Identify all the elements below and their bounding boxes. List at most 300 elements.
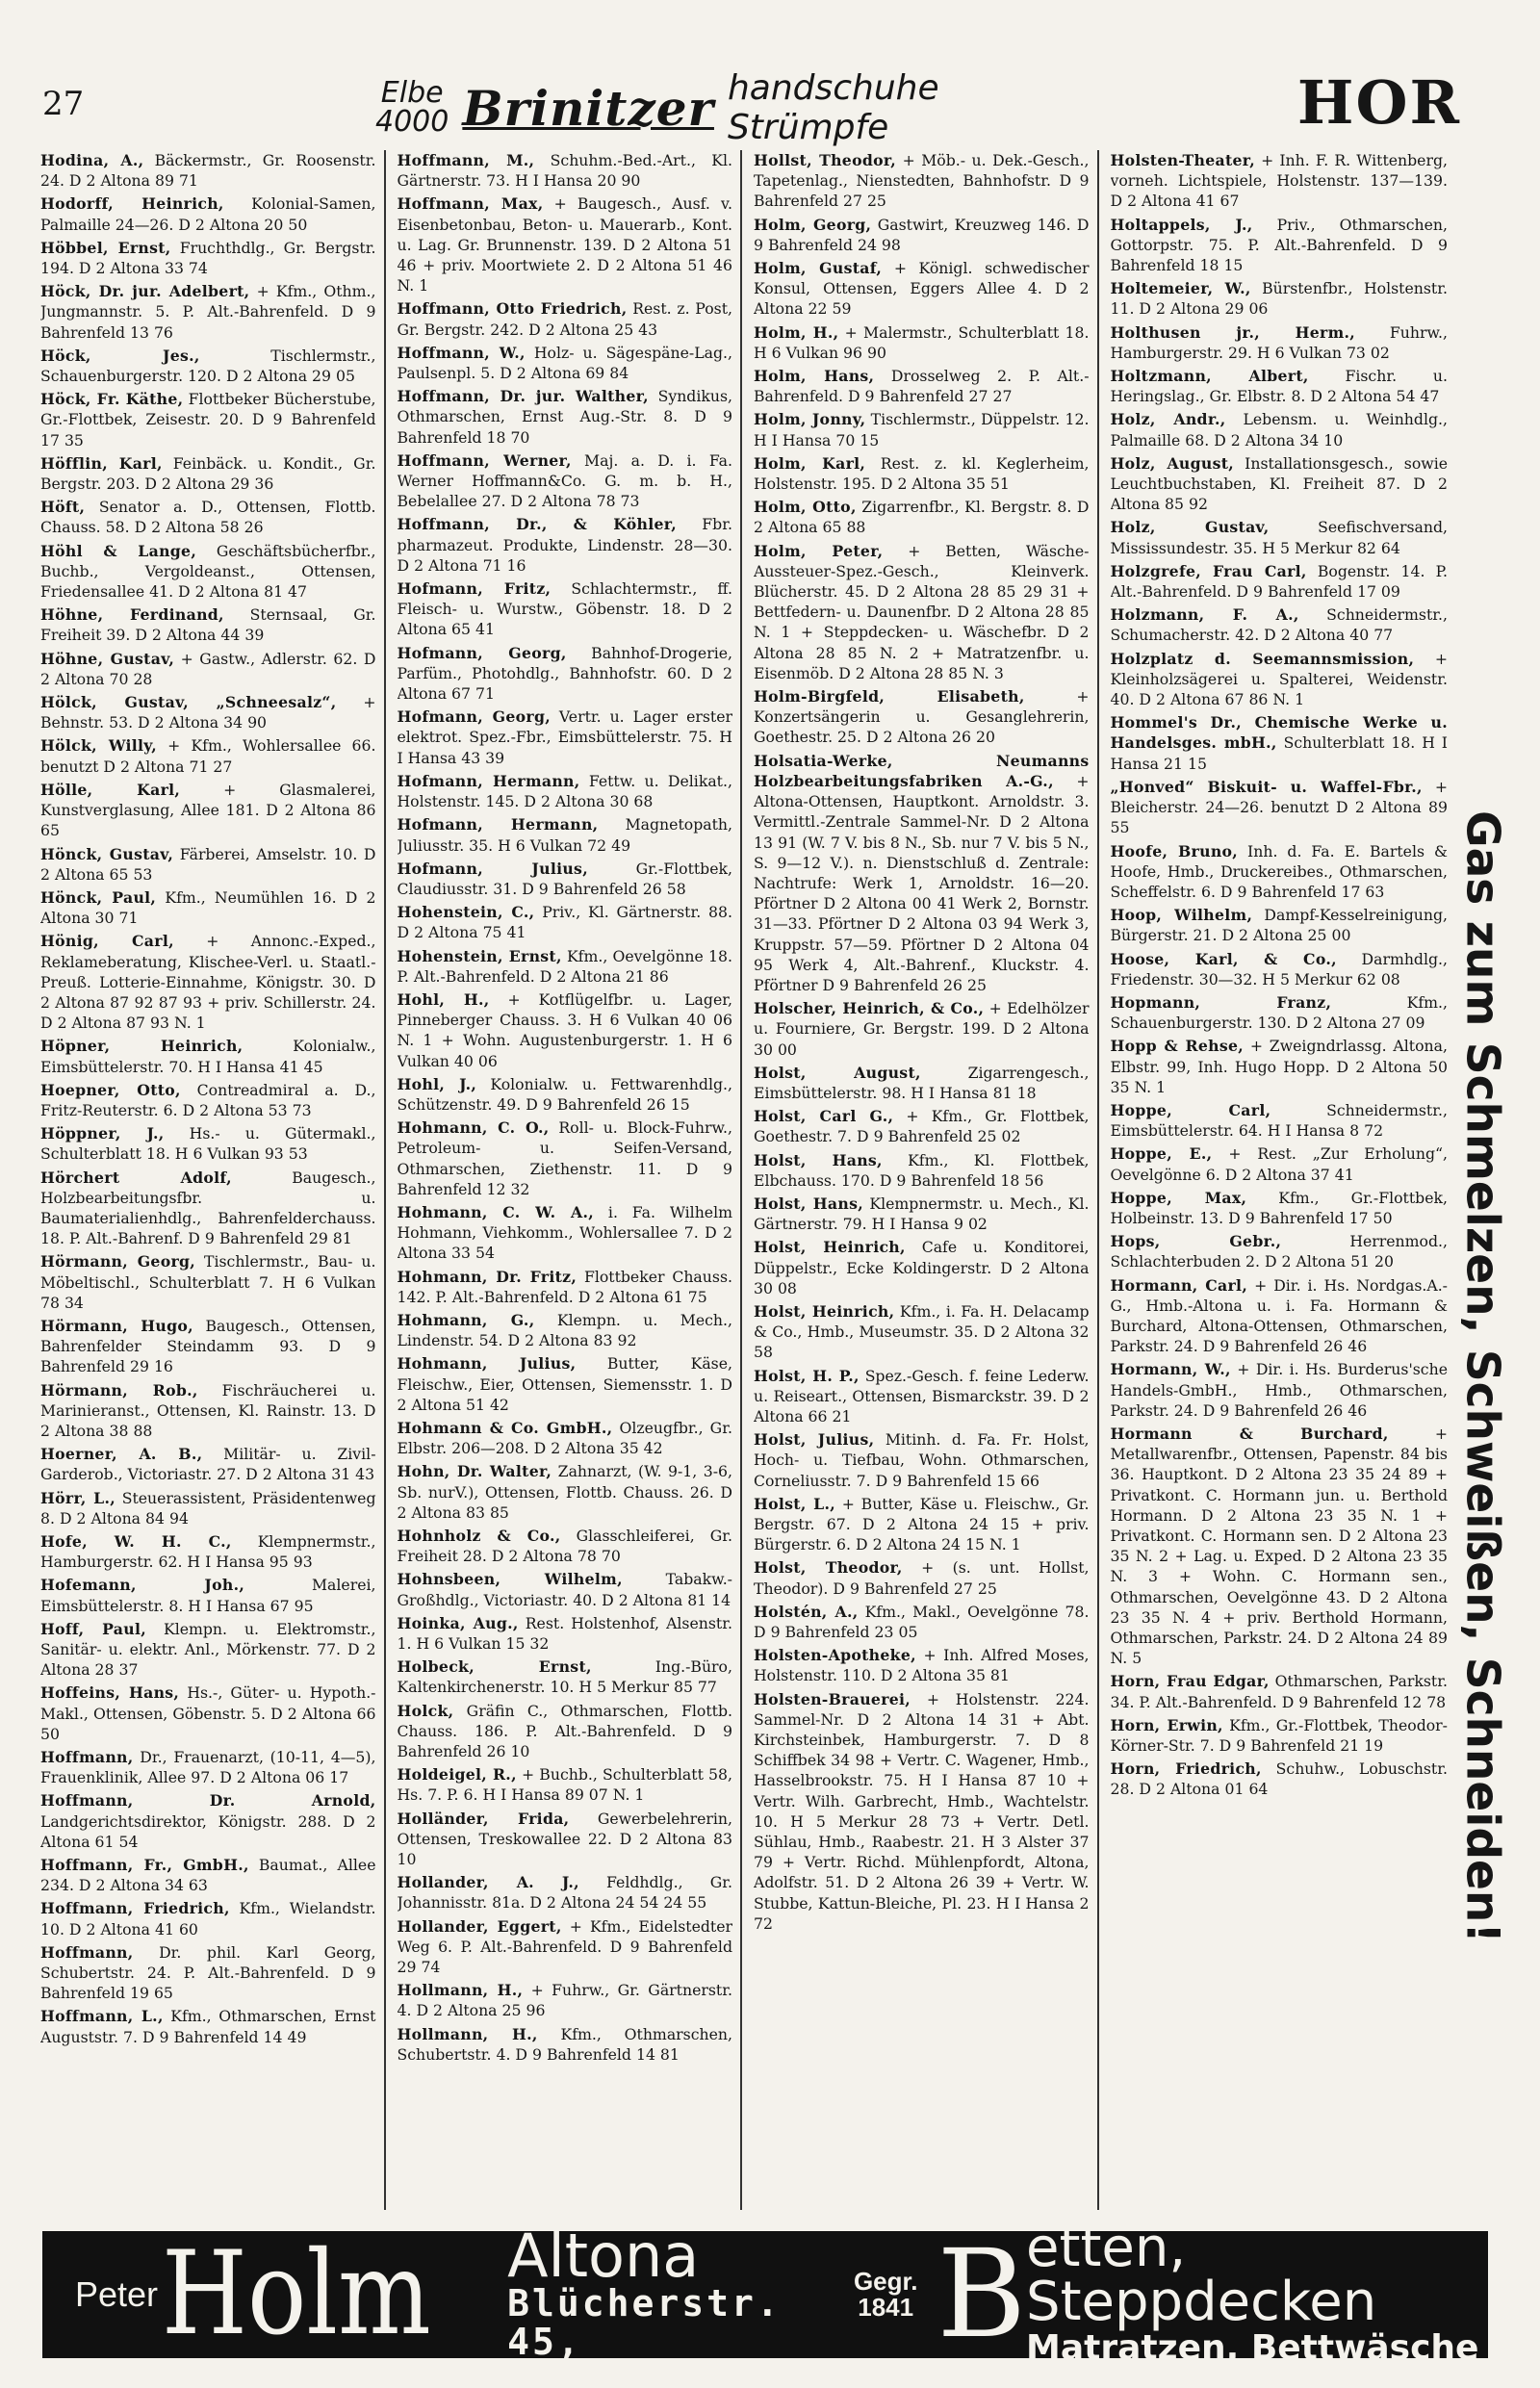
directory-entry <box>40 1488 376 1528</box>
footer-products <box>1026 2217 1488 2368</box>
directory-entry <box>398 1074 733 1115</box>
directory-entry <box>398 1461 733 1523</box>
entry-name: Höhl & Lange, <box>40 541 197 560</box>
entry-name: Holm, Karl, <box>754 453 866 473</box>
entry-details: Othmarschen, Parkstr. 34. P. Alt.-Bahrenfeld. D 9 Bahrenfeld 12 78 <box>1110 1672 1448 1711</box>
directory-entry <box>40 844 376 885</box>
directory-entry <box>40 281 376 343</box>
entry-details: Färberei, Amselstr. 10. D 2 Altona 65 53 <box>40 844 376 884</box>
directory-entry <box>1111 1036 1449 1097</box>
entry-details: + Königl. schwedischer Konsul, Ottensen, Eggers Allee 4. D 2 Altona 22 59 <box>754 259 1090 319</box>
entry-name: Hofmann, Julius, <box>397 859 588 878</box>
directory-entry <box>40 1682 376 1744</box>
entry-details: Zigarrengesch., Eimsbüttelerstr. 98. H I Hansa 81 18 <box>754 1063 1090 1102</box>
ad-location <box>375 76 449 139</box>
entry-details: Priv., Othmarschen, Gottorpstr. 75. P. Alt.-Bahrenfeld. D 9 Bahrenfeld 18 15 <box>1110 215 1448 275</box>
entry-details: Kolonial-Samen, Palmaille 24—26. D 2 Altona 20 50 <box>40 194 376 234</box>
directory-entry <box>754 1602 1090 1642</box>
entry-details: Syndikus, Othmarschen, Ernst Aug.-Str. 8. D 9 Bahrenfeld 18 70 <box>397 387 732 447</box>
directory-entry <box>40 931 376 1033</box>
entry-name: Holst, Carl G., <box>754 1107 894 1126</box>
entry-name: Hoerner, A. B., <box>40 1445 203 1464</box>
entry-details: Kfm., Kl. Flottbek, Elbchauss. 170. D 9 Bahrenfeld 18 56 <box>754 1150 1090 1190</box>
entry-name: Hohenstein, C., <box>397 903 535 922</box>
entry-name: Hoff, Paul, <box>40 1619 146 1638</box>
entry-name: Holst, August, <box>754 1063 921 1082</box>
entry-name: Holck, <box>397 1701 454 1720</box>
entry-name: Holm, H., <box>754 322 839 342</box>
directory-entry <box>1111 1715 1449 1756</box>
directory-entry <box>398 578 733 640</box>
footer-established-label: Gegr. <box>853 2267 918 2296</box>
entry-details: Rest. z. kl. Keglerheim, Holstenstr. 195. D 2 Altona 35 51 <box>754 453 1090 494</box>
directory-entry <box>40 1855 376 1895</box>
entry-name: Holst, Hans, <box>754 1194 863 1213</box>
entry-name: Hoinka, Aug., <box>397 1613 519 1632</box>
entry-details: Bäckermstr., Gr. Roosenstr. 24. D 2 Altona 89 71 <box>40 151 376 191</box>
entry-details: Schuhw., Lobuschstr. 28. D 2 Altona 01 64 <box>1110 1759 1448 1799</box>
footer-advertisement <box>42 2217 1488 2368</box>
entry-details: Fruchthdlg., Gr. Bergstr. 194. D 2 Altona 33 74 <box>40 238 376 278</box>
directory-entry <box>1111 905 1449 945</box>
entry-details: Kfm., Neumühlen 16. D 2 Altona 30 71 <box>40 887 376 928</box>
entry-name: Hönck, Paul, <box>40 887 157 907</box>
directory-entry <box>1111 517 1449 557</box>
entry-details: Steuerassistent, Präsidentenweg 8. D 2 Altona 84 94 <box>40 1488 376 1528</box>
entry-name: Hofmann, Hermann, <box>397 815 599 835</box>
entry-name: Holm, Otto, <box>754 498 857 517</box>
entry-name: Hönig, Carl, <box>40 932 174 951</box>
directory-entry <box>1111 561 1449 602</box>
entry-details: Kfm., Schauenburgerstr. 130. D 2 Altona 27 09 <box>1110 992 1448 1033</box>
entry-name: Hofe, W. H. C., <box>40 1532 232 1551</box>
entry-details: Schneidermstr., Eimsbüttelerstr. 64. H I Hansa 8 72 <box>1110 1100 1448 1141</box>
entry-name: Holst, Theodor, <box>754 1558 903 1578</box>
entry-name: Höhne, Gustav, <box>40 649 175 668</box>
entry-name: Hofmann, Georg, <box>397 707 551 727</box>
directory-entry <box>40 1747 376 1787</box>
entry-name: Hoffeins, Hans, <box>40 1683 180 1703</box>
entry-details: Lebensm. u. Weinhdlg., Palmaille 68. D 2 Altona 34 10 <box>1110 410 1448 449</box>
directory-entry <box>398 1267 733 1307</box>
directory-entry <box>398 859 733 899</box>
entry-name: Holthusen jr., Herm., <box>1110 322 1355 342</box>
entry-details: + Gastw., Adlerstr. 62. D 2 Altona 70 28 <box>40 649 376 688</box>
directory-entry <box>40 541 376 603</box>
directory-entry <box>754 215 1090 255</box>
entry-name: Holzgrefe, Frau Carl, <box>1110 561 1307 580</box>
directory-entry <box>40 1790 376 1852</box>
entry-name: Hodorff, Heinrich, <box>40 194 224 214</box>
directory-entry <box>40 1251 376 1313</box>
entry-details: Feinbäck. u. Kondit., Gr. Bergstr. 203. D 2 Altona 29 36 <box>40 453 376 494</box>
entry-name: Holm, Hans, <box>754 367 875 386</box>
entry-details: Klempnermstr. u. Mech., Kl. Gärtnerstr. 79. H I Hansa 9 02 <box>754 1194 1090 1234</box>
entry-details: Sternsaal, Gr. Freiheit 39. D 2 Altona 44 39 <box>40 605 376 645</box>
directory-column-4 <box>1111 150 1456 2210</box>
entry-details: Kfm., Othmarschen, Ernst Auguststr. 7. D 9 Bahrenfeld 14 49 <box>40 2007 376 2046</box>
entry-details: Landgerichtsdirektor, Königstr. 288. D 2 Altona 61 54 <box>40 1811 376 1851</box>
entry-name: Hohnholz & Co., <box>397 1527 561 1545</box>
directory-entry <box>754 1494 1090 1555</box>
directory-columns <box>40 150 1455 2210</box>
entry-details: Dr. phil. Karl Georg, Schubertstr. 24. P. Alt.-Bahrenfeld. D 9 Bahrenfeld 19 65 <box>40 1942 376 2003</box>
entry-details: Tischlermstr., Schauenburgerstr. 120. D 2 Altona 29 05 <box>40 346 376 386</box>
entry-name: Hoffmann, <box>40 1942 134 1962</box>
entry-details: Baugesch., Ottensen, Bahrenfelder Steindamm 93. D 9 Bahrenfeld 29 16 <box>40 1316 376 1376</box>
directory-entry <box>398 1613 733 1654</box>
directory-entry <box>1111 1671 1449 1711</box>
entry-name: Höck, Dr. jur. Adelbert, <box>40 282 250 301</box>
entry-name: Holzmann, F. A., <box>1110 605 1299 625</box>
entry-details: Kfm., Oevelgönne 18. P. Alt.-Bahrenfeld. D 2 Altona 21 86 <box>397 946 732 986</box>
directory-entry <box>1111 777 1449 838</box>
entry-details: Kfm., Gr.-Flottbek, Theodor-Körner-Str. 7. D 9 Bahrenfeld 21 19 <box>1110 1715 1448 1756</box>
directory-entry <box>398 1764 733 1805</box>
directory-entry <box>398 989 733 1071</box>
entry-name: Hohmann, Dr. Fritz, <box>397 1267 578 1286</box>
entry-details: Klempn. u. Elektromstr., Sanitär- u. elektr. Anl., Mörkenstr. 77. D 2 Altona 28 37 <box>40 1619 376 1680</box>
entry-details: Bogenstr. 14. P. Alt.-Bahrenfeld. D 9 Bahrenfeld 17 09 <box>1110 561 1448 602</box>
entry-name: Hoffmann, Werner, <box>397 450 572 470</box>
entry-details: + Metallwarenfbr., Ottensen, Papenstr. 84 bis 36. Hauptkont. D 2 Altona 23 35 24 89 + Privatkont. C. Hormann jun. u. Berthold Hormann. D 2 Altona 23 35 N. 1 + Privatkont. C. Hormann sen. D 2 Altona 23 35 N. 2 + Lag. u. Exped. D 2 Altona 23 35 N. 3 + Wohn. C. Hormann sen., Othmarschen, Oevelgönne 43. D 2 Altona 23 35 N. 4 + priv. Berthold Hormann, Othmarschen, Parkstr. 24. D 2 Altona 24 89 N. 5 <box>1110 1424 1448 1668</box>
directory-entry <box>398 2024 733 2065</box>
entry-name: Holscher, Heinrich, & Co., <box>754 999 985 1018</box>
directory-entry <box>40 1168 376 1249</box>
directory-entry <box>398 1916 733 1978</box>
entry-name: Hollander, A. J., <box>397 1873 579 1892</box>
directory-entry <box>754 453 1090 494</box>
directory-entry <box>1111 278 1449 319</box>
entry-details: + Malermstr., Schulterblatt 18. H 6 Vulkan 96 90 <box>754 322 1090 362</box>
entry-name: Hörmann, Georg, <box>40 1252 196 1271</box>
directory-entry <box>398 706 733 768</box>
entry-details: Glasschleiferei, Gr. Freiheit 28. D 2 Altona 78 70 <box>397 1527 732 1566</box>
entry-details: Herrenmod., Schlachterbuden 2. D 2 Altona 51 20 <box>1110 1232 1448 1271</box>
entry-details: Gr.-Flottbek, Claudiusstr. 31. D 9 Bahrenfeld 26 58 <box>397 859 732 898</box>
entry-name: Hoose, Karl, & Co., <box>1110 949 1337 968</box>
directory-entry <box>40 604 376 645</box>
directory-entry <box>40 389 376 450</box>
directory-entry <box>398 1353 733 1415</box>
entry-name: Holtappels, J., <box>1110 215 1253 234</box>
entry-details: + (s. unt. Hollst, Theodor). D 9 Bahrenfeld 27 25 <box>754 1558 1090 1598</box>
entry-name: Hoop, Wilhelm, <box>1110 906 1253 925</box>
entry-details: + Annonc.-Exped., Reklameberatung, Klischee-Verl. u. Staatl.-Preuß. Lotterie-Einnahme, Königstr. 30. D 2 Altona 87 92 87 93 + priv. Schillerstr. 24. D 2 Altona 87 93 N. 1 <box>40 932 376 1033</box>
entry-name: Hohmann, C. W. A., <box>397 1202 595 1221</box>
entry-details: Schlachtermstr., ff. Fleisch- u. Wurstw., Göbenstr. 18. D 2 Altona 65 41 <box>397 579 732 639</box>
entry-name: Hönck, Gustav, <box>40 844 174 863</box>
entry-name: Hölck, Gustav, „Schneesalz“, <box>40 693 337 712</box>
directory-entry <box>398 514 733 576</box>
directory-entry <box>40 1942 376 2004</box>
directory-entry <box>40 1080 376 1120</box>
entry-details: Fischräucherei u. Marinieranst., Ottensen, Kl. Rainstr. 13. D 2 Altona 38 88 <box>40 1380 376 1440</box>
entry-name: Hörr, L., <box>40 1488 116 1507</box>
entry-details: + Rest. „Zur Erholung“, Oevelgönne 6. D 2 Altona 37 41 <box>1110 1144 1448 1184</box>
entry-name: Hohenstein, Ernst, <box>397 946 562 965</box>
entry-name: Holtzmann, Albert, <box>1110 367 1309 386</box>
directory-entry <box>754 686 1090 748</box>
entry-details: Kolonialw. u. Fettwarenhdlg., Schützenstr. 49. D 9 Bahrenfeld 26 15 <box>397 1074 732 1114</box>
entry-name: Hofmann, Hermann, <box>397 771 580 790</box>
directory-entry <box>1111 150 1449 212</box>
entry-details: Installationsgesch., sowie Leuchtbuchstaben, Kl. Freiheit 87. D 2 Altona 85 92 <box>1110 453 1448 514</box>
directory-entry <box>754 1150 1090 1191</box>
entry-name: Höft, <box>40 498 86 517</box>
entry-name: Holm, Gustaf, <box>754 259 883 278</box>
entry-details: Flottbeker Chauss. 142. P. Alt.-Bahrenfeld. D 2 Altona 61 75 <box>397 1267 732 1306</box>
entry-details: Seefischversand, Mississundestr. 35. H 5 Merkur 82 64 <box>1110 518 1448 557</box>
entry-name: Horn, Erwin, <box>1110 1715 1223 1734</box>
entry-name: Horn, Friedrich, <box>1110 1759 1262 1779</box>
entry-name: Hoffmann, L., <box>40 2007 164 2026</box>
footer-last-name: Holm <box>162 2227 431 2361</box>
entry-details: + Zweigndrlassg. Altona, Elbstr. 99, Inh. Hugo Hopp. D 2 Altona 50 35 N. 1 <box>1110 1037 1448 1096</box>
entry-name: Hoppe, Carl, <box>1110 1100 1271 1119</box>
directory-entry <box>754 150 1090 212</box>
entry-name: Holm, Peter, <box>754 541 884 560</box>
entry-details: Baumat., Allee 234. D 2 Altona 34 63 <box>40 1856 376 1895</box>
directory-entry <box>1111 1424 1449 1668</box>
directory-entry <box>754 258 1090 320</box>
directory-entry <box>1111 215 1449 276</box>
entry-name: Hofmann, Fritz, <box>397 579 552 599</box>
entry-name: Holst, Heinrich, <box>754 1301 895 1321</box>
entry-details: Mitinh. d. Fa. Fr. Holst, Hoch- u. Tiefbau, Wohn. Othmarschen, Corneliusstr. 7. D 9 Bahrenfeld 15 66 <box>754 1430 1090 1490</box>
directory-entry <box>40 2006 376 2046</box>
directory-entry <box>1111 322 1449 363</box>
directory-entry <box>1111 649 1449 710</box>
directory-entry <box>1111 992 1449 1033</box>
entry-name: Hofemann, Joh., <box>40 1576 245 1595</box>
directory-entry <box>1111 1275 1449 1357</box>
entry-details: Gräfin C., Othmarschen, Flottb. Chauss. 186. P. Alt.-Bahrenfeld. D 9 Bahrenfeld 26 10 <box>397 1701 732 1761</box>
entry-details: Schneidermstr., Schumacherstr. 42. D 2 Altona 40 77 <box>1110 605 1448 645</box>
entry-details: Hs.-, Güter- u. Hypoth.-Makl., Ottensen, Göbenstr. 5. D 2 Altona 66 50 <box>40 1683 376 1743</box>
ad-line-2: 4000 <box>375 105 449 139</box>
entry-details: + Edelhölzer u. Fourniere, Gr. Bergstr. 199. D 2 Altona 30 00 <box>754 999 1090 1059</box>
entry-details: + Kfm., Othm., Jungmannstr. 5. P. Alt.-Bahrenfeld. D 9 Bahrenfeld 13 76 <box>40 282 376 342</box>
entry-name: Holm-Birgfeld, Elisabeth, <box>754 687 1025 706</box>
entry-details: Kfm., i. Fa. H. Delacamp & Co., Hmb., Museumstr. 35. D 2 Altona 32 58 <box>754 1301 1090 1362</box>
entry-name: Hollander, Eggert, <box>397 1916 562 1936</box>
entry-name: Holsatia-Werke, Neumanns Holzbearbeitungsfabriken A.-G., <box>754 751 1090 790</box>
directory-entry <box>398 1809 733 1870</box>
directory-entry <box>398 1202 733 1264</box>
entry-details: + Inh. Alfred Moses, Holstenstr. 110. D 2 Altona 35 81 <box>754 1646 1090 1685</box>
directory-entry <box>398 1569 733 1609</box>
directory-entry <box>1111 1759 1449 1799</box>
directory-entry <box>40 692 376 732</box>
directory-entry <box>1111 409 1449 449</box>
directory-entry <box>754 998 1090 1060</box>
entry-name: Hörmann, Hugo, <box>40 1316 193 1335</box>
directory-entry <box>398 343 733 383</box>
directory-entry <box>754 366 1090 406</box>
ad-brand: Brinitzer <box>462 79 714 137</box>
directory-entry <box>1111 366 1449 406</box>
footer-established <box>854 2269 917 2321</box>
entry-details: Darmhdlg., Friedenstr. 30—32. H 5 Merkur 62 08 <box>1110 949 1448 989</box>
entry-name: Höck, Fr. Käthe, <box>40 390 184 409</box>
entry-name: Hohmann, Julius, <box>397 1354 577 1374</box>
directory-entry <box>754 1557 1090 1598</box>
entry-details: + Dir. i. Hs. Nordgas.A.-G., Hmb.-Altona u. i. Fa. Hormann & Burchard, Altona-Ottensen, Othmarschen, Parkstr. 24. D 9 Bahrenfeld 26 46 <box>1110 1275 1448 1356</box>
entry-name: Holz, Gustav, <box>1110 518 1270 537</box>
entry-details: + Dir. i. Hs. Burderus'sche Handels-GmbH., Hmb., Othmarschen, Parkstr. 24. D 9 Bahrenfeld 26 46 <box>1110 1360 1448 1420</box>
entry-details: Dr., Frauenarzt, (10-11, 4—5), Frauenklinik, Allee 97. D 2 Altona 06 17 <box>40 1748 376 1787</box>
entry-name: Hörmann, Rob., <box>40 1380 198 1399</box>
entry-name: Hollmann, H., <box>397 2024 538 2043</box>
entry-name: Horn, Frau Edgar, <box>1110 1672 1270 1691</box>
directory-entry <box>40 497 376 537</box>
entry-details: + Fuhrw., Gr. Gärtnerstr. 4. D 2 Altona 25 96 <box>397 1981 732 2020</box>
entry-details: Cafe u. Konditorei, Düppelstr., Ecke Koldingerstr. D 2 Altona 30 08 <box>754 1238 1090 1297</box>
entry-name: Hopmann, Franz, <box>1110 992 1332 1012</box>
entry-details: Rest. Holstenhof, Alsenstr. 1. H 6 Vulkan 15 32 <box>397 1613 732 1654</box>
entry-details: Flottbeker Bücherstube, Gr.-Flottbek, Zeisestr. 20. D 9 Bahrenfeld 17 35 <box>40 390 376 449</box>
ad-line-1: Elbe <box>380 76 444 110</box>
entry-name: Hommel's Dr., Chemische Werke u. Handelsges. mbH., <box>1110 713 1448 753</box>
entry-name: Hormann, Carl, <box>1110 1275 1248 1295</box>
entry-name: Hoffmann, Dr. Arnold, <box>40 1791 376 1810</box>
entry-name: Holst, H. P., <box>754 1366 860 1385</box>
entry-details: Holz- u. Sägespäne-Lag., Paulsenpl. 5. D 2 Altona 69 84 <box>397 343 732 383</box>
entry-details: Senator a. D., Ottensen, Flottb. Chauss. 58. D 2 Altona 58 26 <box>40 498 376 537</box>
entry-name: Hoffmann, Friedrich, <box>40 1899 230 1918</box>
entry-name: Hops, Gebr., <box>1110 1232 1282 1251</box>
directory-entry <box>754 409 1090 449</box>
directory-entry <box>754 1237 1090 1298</box>
running-head: HOR <box>1296 67 1461 138</box>
entry-details: + Holstenstr. 224. Sammel-Nr. D 2 Altona 14 31 + Abt. Kirchsteinbek, Hamburgerstr. 7. D 8 Schiffbek 34 98 + Vertr. C. Wagener, Hmb., Hasselbrookstr. 75. H I Hansa 87 10 + Vertr. Wilh. Garbrecht, Hmb., Wachtelstr. 10. H 5 Merkur 28 73 + Vertr. Detl. Sühlau, Hmb., Raabestr. 21. H 3 Alster 37 79 + Vertr. Richd. Mühlenpfordt, Altona, Adolfstr. 51. D 2 Altona 26 39 + Vertr. W. Stubbe, Kattun-Bleiche, Pl. 23. H I Hansa 2 72 <box>754 1689 1090 1933</box>
entry-details: Fettw. u. Delikat., Holstenstr. 145. D 2 Altona 30 68 <box>397 771 732 811</box>
directory-entry <box>40 1531 376 1572</box>
entry-details: Militär- u. Zivil-Garderob., Victoriastr. 27. D 2 Altona 31 43 <box>40 1445 376 1484</box>
entry-details: Drosselweg 2. P. Alt.-Bahrenfeld. D 9 Bahrenfeld 27 27 <box>754 367 1090 406</box>
directory-entry <box>40 1619 376 1681</box>
entry-details: i. Fa. Wilhelm Hohmann, Viehkomm., Wohlersallee 7. D 2 Altona 33 54 <box>397 1202 732 1263</box>
entry-name: Hörchert Adolf, <box>40 1168 232 1187</box>
entry-name: Holz, August, <box>1110 453 1235 473</box>
entry-details: Inh. d. Fa. E. Bartels & Hoofe, Hmb., Druckereibes., Othmarschen, Scheffelstr. 6. D 9 Bahrenfeld 17 63 <box>1110 841 1448 901</box>
directory-entry <box>1111 1143 1449 1184</box>
entry-name: Hohmann, C. O., <box>397 1118 550 1138</box>
directory-entry <box>40 1380 376 1442</box>
footer-address <box>507 2221 834 2363</box>
entry-details: Bürstenfbr., Holstenstr. 11. D 2 Altona 29 06 <box>1110 279 1448 319</box>
entry-details: Hs.- u. Gütermakl., Schulterblatt 18. H 6 Vulkan 93 53 <box>40 1124 376 1164</box>
entry-details: Tischlermstr., Bau- u. Möbeltischl., Schulterblatt 7. H 6 Vulkan 78 34 <box>40 1252 376 1312</box>
entry-details: + Glasmalerei, Kunstverglasung, Allee 181. D 2 Altona 86 65 <box>40 780 376 840</box>
entry-details: Tabakw.-Großhdlg., Victoriastr. 40. D 2 Altona 81 14 <box>397 1570 732 1609</box>
entry-details: + Inh. F. R. Wittenberg, vorneh. Lichtspiele, Holstenstr. 137—139. D 2 Altona 41 67 <box>1110 151 1448 211</box>
directory-entry <box>398 1310 733 1350</box>
entry-details: Priv., Kl. Gärtnerstr. 88. D 2 Altona 75 41 <box>397 903 732 942</box>
directory-entry <box>398 1418 733 1458</box>
directory-column-2 <box>398 150 743 2210</box>
directory-entry <box>1111 841 1449 903</box>
directory-entry <box>40 453 376 494</box>
directory-entry <box>398 193 733 295</box>
directory-entry <box>1111 1359 1449 1421</box>
entry-name: Hoffmann, Fr., GmbH., <box>40 1856 249 1875</box>
entry-name: Hoepner, Otto, <box>40 1080 181 1099</box>
footer-product-line-1: etten, Steppdecken <box>1026 2217 1377 2333</box>
directory-entry <box>754 1645 1090 1685</box>
directory-entry <box>398 1656 733 1697</box>
page-number: 27 <box>42 85 85 123</box>
entry-details: Tischlermstr., Düppelstr. 12. H I Hansa 70 15 <box>754 410 1090 449</box>
entry-name: Holbeck, Ernst, <box>397 1657 592 1677</box>
directory-entry <box>40 238 376 278</box>
directory-entry <box>40 1123 376 1164</box>
entry-details: Schuhm.-Bed.-Art., Kl. Gärtnerstr. 73. H I Hansa 20 90 <box>397 151 732 191</box>
entry-details: Kolonialw., Eimsbüttelerstr. 70. H I Hansa 41 45 <box>40 1037 376 1076</box>
entry-details: Maj. a. D. i. Fa. Werner Hoffmann&Co. G. m. b. H., Bebelallee 27. D 2 Altona 78 73 <box>397 450 732 511</box>
entry-details: Gewerbelehrerin, Ottensen, Treskowallee 22. D 2 Altona 83 10 <box>397 1809 732 1869</box>
footer-initial-letter: B <box>937 2223 1027 2365</box>
entry-details: Klempn. u. Mech., Lindenstr. 54. D 2 Altona 83 92 <box>397 1310 732 1350</box>
entry-name: Hohmann & Co. GmbH., <box>397 1418 613 1437</box>
directory-entry <box>754 1429 1090 1491</box>
entry-details: Zahnarzt, (W. 9-1, 3-6, Sb. nurV.), Ottensen, Flottb. Chauss. 26. D 2 Altona 83 85 <box>397 1462 732 1522</box>
entry-details: Klempnermstr., Hamburgerstr. 62. H I Hansa 95 93 <box>40 1532 376 1572</box>
entry-details: + Kfm., Gr. Flottbek, Goethestr. 7. D 9 Bahrenfeld 25 02 <box>754 1107 1090 1146</box>
directory-entry <box>40 1036 376 1076</box>
entry-name: Holst, Heinrich, <box>754 1238 906 1257</box>
directory-entry <box>398 1526 733 1566</box>
directory-entry <box>398 450 733 512</box>
entry-details: + Konzertsängerin u. Gesanglehrerin, Goethestr. 25. D 2 Altona 26 20 <box>754 687 1090 747</box>
directory-entry <box>398 1701 733 1762</box>
directory-entry <box>754 497 1090 537</box>
entry-name: Holsten-Brauerei, <box>754 1689 911 1708</box>
entry-details: + Buchb., Schulterblatt 58, Hs. 7. P. 6. H I Hansa 89 07 N. 1 <box>397 1765 732 1805</box>
entry-details: + Baugesch., Ausf. v. Eisenbetonbau, Beton- u. Mauerarb., Kont. u. Lag. Gr. Brunnenstr. 139. D 2 Altona 51 46 + priv. Moortwiete 2. D 2 Altona 51 46 N. 1 <box>397 194 732 295</box>
side-advertisement <box>1436 751 1528 2002</box>
entry-name: Hofmann, Georg, <box>397 643 567 662</box>
directory-entry <box>754 751 1090 995</box>
directory-entry <box>398 386 733 448</box>
entry-details: Kfm., Wielandstr. 10. D 2 Altona 41 60 <box>40 1899 376 1939</box>
directory-entry <box>398 1980 733 2020</box>
entry-details: Schulterblatt 18. H I Hansa 21 15 <box>1110 733 1448 773</box>
entry-name: Höck, Jes., <box>40 346 200 365</box>
entry-name: Holst, Julius, <box>754 1430 875 1450</box>
entry-details: Olzeugfbr., Gr. Elbstr. 206—208. D 2 Altona 35 42 <box>397 1418 732 1458</box>
directory-entry <box>1111 712 1449 774</box>
entry-name: „Honved“ Biskuit- u. Waffel-Fbr., <box>1110 777 1423 796</box>
entry-name: Hopp & Rehse, <box>1110 1037 1245 1056</box>
entry-name: Höhne, Ferdinand, <box>40 605 224 625</box>
directory-entry <box>398 150 733 191</box>
directory-entry <box>754 1063 1090 1103</box>
entry-details: Baugesch., Holzbearbeitungsfbr. u. Baumaterialienhdlg., Bahrenfelderchauss. 18. P. Alt.-Bahrenf. D 9 Bahrenfeld 29 81 <box>40 1168 376 1248</box>
directory-entry <box>398 1872 733 1913</box>
entry-name: Hormann & Burchard, <box>1110 1424 1389 1443</box>
entry-details: Roll- u. Block-Fuhrw., Petroleum- u. Seifen-Versand, Othmarschen, Ziethenstr. 11. D 9 Bahrenfeld 12 32 <box>397 1118 732 1198</box>
entry-details: Kfm., Gr.-Flottbek, Holbeinstr. 13. D 9 Bahrenfeld 17 50 <box>1110 1188 1448 1227</box>
directory-entry <box>40 649 376 689</box>
directory-entry <box>40 346 376 386</box>
entry-name: Holländer, Frida, <box>397 1809 570 1828</box>
directory-entry <box>40 887 376 928</box>
entry-details: + Kfm., Eidelstedter Weg 6. P. Alt.-Bahrenfeld. D 9 Bahrenfeld 29 74 <box>397 1916 732 1977</box>
entry-name: Holm, Georg, <box>754 215 872 234</box>
entry-name: Hodina, A., <box>40 151 144 169</box>
